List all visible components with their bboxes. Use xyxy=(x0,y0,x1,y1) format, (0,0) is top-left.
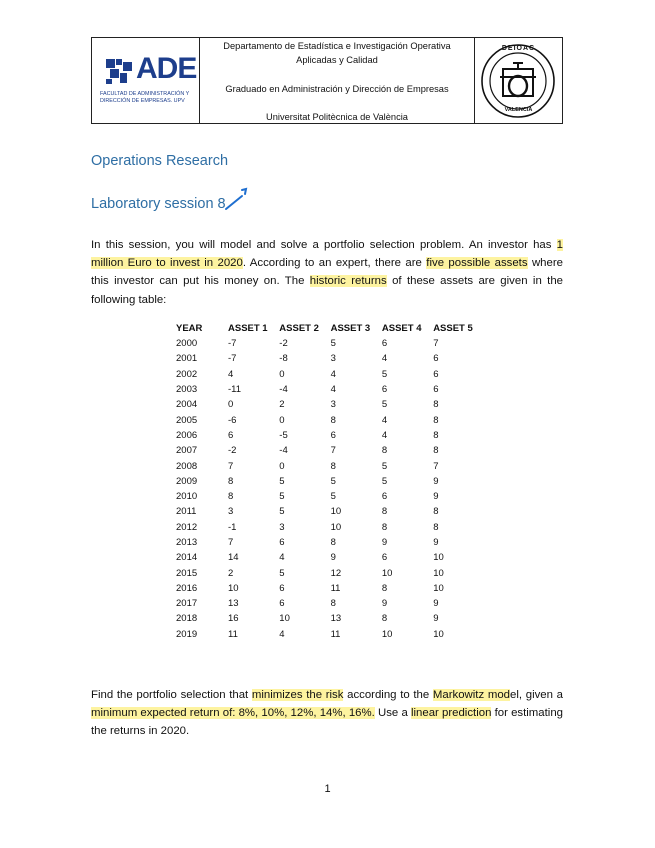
intro-paragraph: In this session, you will model and solve a portfolio selection problem. An investor has 1 million Euro to invest in 2020. According to an expert, there are five possible assets where this investor can put his money on. The historic returns of these assets are given in the following table: xyxy=(91,239,563,306)
table-cell: 0 xyxy=(279,414,285,426)
table-cell: 2 xyxy=(228,567,234,579)
table-cell: 4 xyxy=(381,414,388,426)
department-line-2: Aplicadas y Calidad xyxy=(296,55,378,65)
table-cell: 0 xyxy=(279,368,285,380)
table-cell: 6 xyxy=(228,429,234,441)
table-cell: 11 xyxy=(330,582,341,594)
table-cell: 6 xyxy=(381,552,388,564)
table-cell: 9 xyxy=(433,537,439,548)
table-cell: 8 xyxy=(433,521,439,533)
highlight-investment: 1 million Euro to invest in 2020 xyxy=(91,239,563,270)
table-cell: 10 xyxy=(228,582,239,594)
page-number: 1 xyxy=(324,783,331,795)
table-cell: -1 xyxy=(228,521,237,533)
table-cell: 0 xyxy=(228,399,234,411)
table-row xyxy=(176,474,483,489)
table-cell: 6 xyxy=(279,598,285,610)
highlight-linear-prediction: linear prediction xyxy=(410,707,492,720)
table-cell: -2 xyxy=(228,445,237,457)
table-row xyxy=(176,565,483,580)
pen-annotation-icon xyxy=(222,187,250,215)
table-row xyxy=(176,336,483,351)
table-cell: 5 xyxy=(330,475,336,487)
column-header: ASSET 2 xyxy=(279,323,319,334)
table-row xyxy=(176,382,483,397)
table-row xyxy=(176,443,483,458)
highlight-min-return: minimum expected return of: 8%, 10%, 12%, 14%, 16%. xyxy=(91,707,375,720)
table-cell: 2006 xyxy=(176,429,198,441)
table-cell: 4 xyxy=(279,628,285,640)
table-row xyxy=(176,458,483,473)
table-cell: 8 xyxy=(381,582,388,594)
table-cell: 2009 xyxy=(176,475,198,487)
table-cell: 8 xyxy=(433,429,439,441)
table-cell: 3 xyxy=(330,399,336,411)
table-cell: 5 xyxy=(381,460,388,472)
table-cell: 7 xyxy=(433,460,439,472)
table-row xyxy=(176,611,483,626)
table-cell: 8 xyxy=(433,506,439,518)
ade-logo-subtitle: FACULTAD DE ADMINISTRACIÓN Y DIRECCIÓN DE EMPRESAS. UPV xyxy=(100,91,190,104)
table-cell: 5 xyxy=(279,475,285,487)
table-cell: 8 xyxy=(330,460,336,472)
table-cell: 7 xyxy=(228,537,234,548)
ade-logo-mark-icon xyxy=(104,56,134,86)
table-cell: 10 xyxy=(330,521,342,533)
table-cell: 14 xyxy=(228,552,239,564)
table-cell: 8 xyxy=(381,613,388,625)
table-row xyxy=(176,351,483,366)
table-row xyxy=(176,489,483,504)
table-row xyxy=(176,520,483,535)
table-row xyxy=(176,397,483,412)
table-row xyxy=(176,581,483,596)
task-paragraph: Find the portfolio selection that minimizes the risk according to the Markowitz model, given a minimum expected return of: 8%, 10%, 12%, 14%, 16%. Use a linear prediction for estimating the returns in 2020. xyxy=(91,689,563,738)
degree-name: Graduado en Administración y Dirección de Empresas xyxy=(225,84,449,94)
table-cell: 0 xyxy=(279,460,285,472)
table-cell: -8 xyxy=(279,353,288,365)
table-cell: 7 xyxy=(433,338,439,350)
table-cell: 8 xyxy=(381,445,388,457)
table-cell: 2014 xyxy=(176,552,198,564)
column-header: YEAR xyxy=(176,323,203,334)
table-cell: -7 xyxy=(228,338,237,350)
table-cell: 10 xyxy=(381,628,393,640)
column-header: ASSET 3 xyxy=(330,323,371,334)
document-header xyxy=(91,37,563,124)
table-row xyxy=(176,504,483,519)
table-cell: 3 xyxy=(228,506,234,518)
table-cell: 8 xyxy=(228,491,234,503)
table-cell: 2016 xyxy=(176,582,198,594)
table-header-row xyxy=(176,321,483,336)
table-cell: 2013 xyxy=(176,537,198,548)
table-cell: 8 xyxy=(433,399,439,411)
table-cell: 6 xyxy=(381,338,388,350)
table-cell: -11 xyxy=(228,384,242,396)
column-header: ASSET 5 xyxy=(433,323,473,334)
table-cell: 2001 xyxy=(176,353,198,365)
table-cell: 2007 xyxy=(176,445,198,457)
table-cell: 2003 xyxy=(176,384,198,396)
table-cell: -2 xyxy=(279,338,288,350)
table-cell: 6 xyxy=(330,429,336,441)
table-cell: 8 xyxy=(433,445,439,457)
table-cell: 8 xyxy=(228,475,234,487)
table-cell: 8 xyxy=(330,414,336,426)
table-row xyxy=(176,367,483,382)
table-cell: 7 xyxy=(228,460,234,472)
session-title: Laboratory session 8 xyxy=(91,196,226,212)
table-cell: 10 xyxy=(433,628,444,640)
table-cell: 5 xyxy=(279,567,285,579)
table-cell: 8 xyxy=(330,598,336,610)
table-cell: 6 xyxy=(279,537,285,548)
table-cell: 8 xyxy=(381,506,388,518)
table-cell: 10 xyxy=(433,582,444,594)
table-cell: 2 xyxy=(279,399,285,411)
table-cell: 2004 xyxy=(176,399,198,411)
table-row xyxy=(176,550,483,565)
table-cell: -7 xyxy=(228,353,237,365)
table-cell: 2000 xyxy=(176,338,198,350)
table-cell: 2002 xyxy=(176,368,198,380)
table-cell: 2017 xyxy=(176,598,198,610)
table-cell: 2011 xyxy=(176,506,197,518)
table-cell: 9 xyxy=(381,537,388,548)
table-cell: 5 xyxy=(330,491,336,503)
table-cell: 10 xyxy=(279,613,290,625)
highlight-markowitz: Markowitz mod xyxy=(432,689,511,701)
table-cell: 12 xyxy=(330,567,342,579)
table-cell: 6 xyxy=(433,368,439,380)
table-cell: 4 xyxy=(381,353,388,365)
table-cell: -4 xyxy=(279,445,288,457)
table-cell: 9 xyxy=(433,613,439,625)
table-cell: 9 xyxy=(330,552,336,564)
table-cell: 11 xyxy=(330,628,341,640)
department-line-1: Departamento de Estadística e Investigación Operativa xyxy=(223,41,451,51)
table-row xyxy=(176,412,483,427)
highlight-returns: historic returns xyxy=(309,275,387,288)
table-cell: 4 xyxy=(228,368,234,380)
column-header: ASSET 1 xyxy=(228,323,268,334)
table-cell: 5 xyxy=(279,491,285,503)
table-cell: 16 xyxy=(228,613,239,625)
table-row xyxy=(176,535,483,550)
table-cell: 5 xyxy=(381,475,388,487)
table-cell: 4 xyxy=(330,384,336,396)
table-cell: 10 xyxy=(433,567,444,579)
table-cell: 6 xyxy=(433,353,439,365)
table-cell: 5 xyxy=(381,368,388,380)
table-cell: 10 xyxy=(381,567,393,579)
university-name: Universitat Politècnica de València xyxy=(266,112,408,122)
highlight-assets: five possible assets xyxy=(426,257,528,270)
table-cell: 8 xyxy=(330,537,336,548)
table-cell: 4 xyxy=(330,368,336,380)
table-cell: 10 xyxy=(433,552,444,564)
table-cell: 8 xyxy=(381,521,388,533)
ade-logo-text: ADE xyxy=(136,52,197,85)
table-cell: 13 xyxy=(330,613,342,625)
seal-bottom-text: VALENCIA xyxy=(504,107,533,113)
table-cell: 8 xyxy=(433,414,439,426)
table-cell: 4 xyxy=(381,429,388,441)
table-row xyxy=(176,596,483,611)
table-cell: -5 xyxy=(279,429,288,441)
table-cell: 2008 xyxy=(176,460,198,472)
table-cell: 9 xyxy=(381,598,388,610)
table-cell: 9 xyxy=(433,475,439,487)
returns-table xyxy=(176,321,483,642)
table-cell: 7 xyxy=(330,445,336,457)
table-cell: 2015 xyxy=(176,567,198,579)
table-cell: 2005 xyxy=(176,414,198,426)
table-cell: 3 xyxy=(279,521,285,533)
header-center xyxy=(200,38,475,123)
table-cell: 5 xyxy=(279,506,285,518)
ade-logo xyxy=(92,38,200,123)
deioac-seal xyxy=(475,38,562,123)
table-row xyxy=(176,627,483,642)
seal-top-text: DEIOAC xyxy=(501,45,536,52)
table-cell: 9 xyxy=(433,598,439,610)
table-cell: 6 xyxy=(279,582,285,594)
highlight-minimize-risk: minimizes the risk xyxy=(251,689,344,701)
table-cell: 11 xyxy=(228,628,238,640)
table-cell: 2019 xyxy=(176,628,198,640)
table-cell: 5 xyxy=(330,338,336,350)
table-cell: -6 xyxy=(228,414,237,426)
table-cell: 4 xyxy=(279,552,285,564)
table-cell: 2012 xyxy=(176,521,198,533)
table-cell: 10 xyxy=(330,506,342,518)
table-cell: 13 xyxy=(228,598,239,610)
table-cell: 6 xyxy=(381,384,388,396)
table-cell: 5 xyxy=(381,399,388,411)
table-cell: 6 xyxy=(433,384,439,396)
column-header: ASSET 4 xyxy=(381,323,422,334)
table-cell: 9 xyxy=(433,491,439,503)
table-cell: 6 xyxy=(381,491,388,503)
page-title: Operations Research xyxy=(91,153,229,169)
table-cell: 2010 xyxy=(176,491,198,503)
table-cell: 3 xyxy=(330,353,336,365)
table-cell: -4 xyxy=(279,384,288,396)
table-cell: 2018 xyxy=(176,613,198,625)
table-row xyxy=(176,428,483,443)
